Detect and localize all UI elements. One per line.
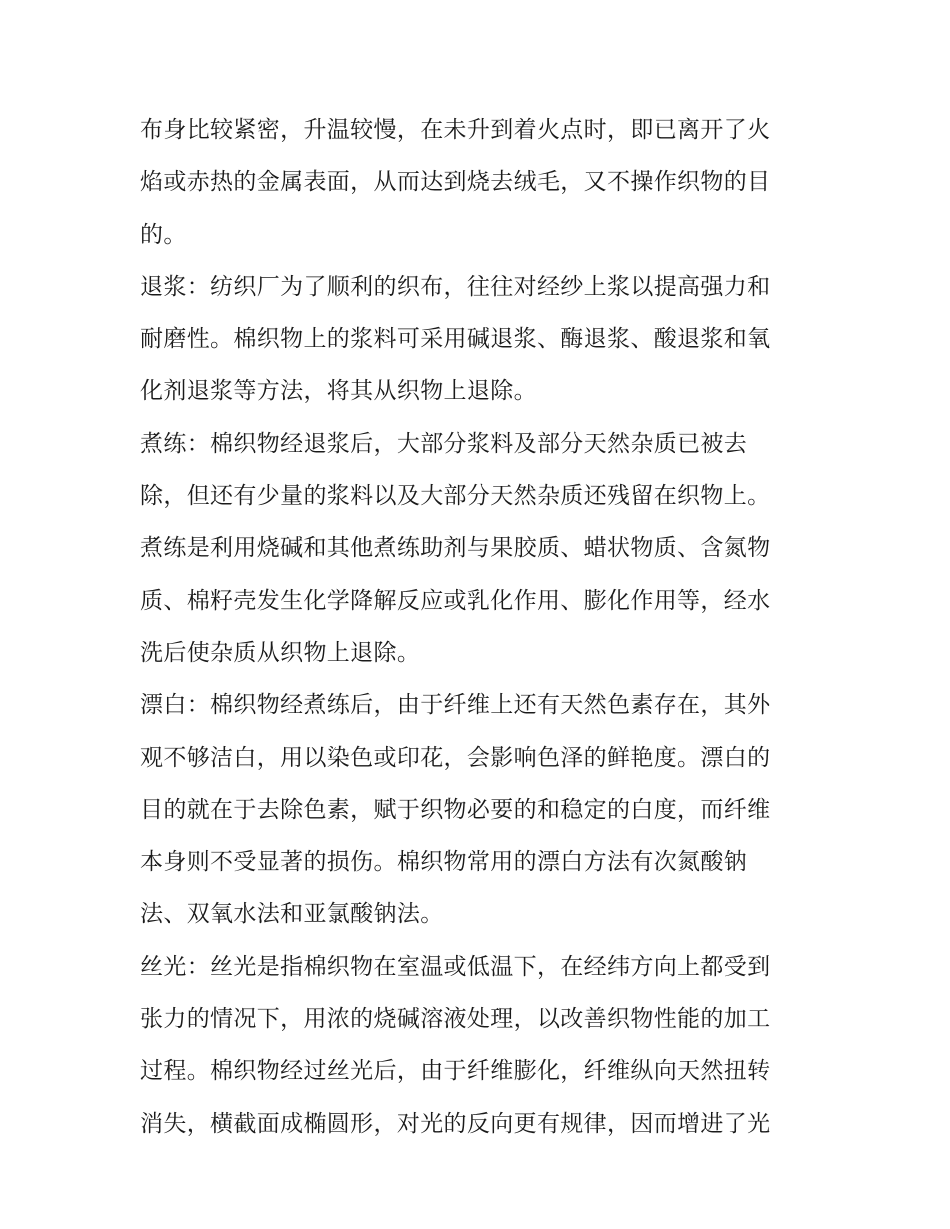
text-line: 丝光：丝光是指棉织物在室温或低温下，在经纬方向上都受到 (140, 953, 771, 980)
text-line: 煮练：棉织物经退浆后，大部分浆料及部分天然杂质已被去 (140, 430, 748, 457)
text-line: 张力的情况下，用浓的烧碱溶液处理，以改善织物性能的加工 (140, 1006, 771, 1033)
text-line: 洗后使杂质从织物上退除。 (140, 639, 421, 666)
text-line: 观不够洁白，用以染色或印花，会影响色泽的鲜艳度。漂白的 (140, 744, 771, 771)
text-line: 的。 (140, 221, 187, 248)
text-line: 耐磨性。棉织物上的浆料可采用碱退浆、酶退浆、酸退浆和氧 (140, 326, 771, 353)
text-line: 退浆：纺织厂为了顺利的织布，往往对经纱上浆以提高强力和 (140, 273, 771, 300)
text-line: 法、双氧水法和亚氯酸钠法。 (140, 901, 444, 928)
text-line: 煮练是利用烧碱和其他煮练助剂与果胶质、蜡状物质、含氮物 (140, 535, 771, 562)
text-line: 质、棉籽壳发生化学降解反应或乳化作用、膨化作用等，经水 (140, 587, 771, 614)
text-line: 过程。棉织物经过丝光后，由于纤维膨化，纤维纵向天然扭转 (140, 1058, 771, 1085)
text-line: 化剂退浆等方法，将其从织物上退除。 (140, 378, 537, 405)
text-line: 漂白：棉织物经煮练后，由于纤维上还有天然色素存在，其外 (140, 692, 771, 719)
text-line: 布身比较紧密，升温较慢，在未升到着火点时，即已离开了火 (140, 117, 771, 143)
text-line: 本身则不受显著的损伤。棉织物常用的漂白方法有次氮酸钠 (140, 849, 748, 876)
text-line: 消失，横截面成椭圆形，对光的反向更有规律，因而增进了光 (140, 1110, 771, 1137)
body-text (140, 104, 815, 1150)
text-line: 目的就在于去除色素，赋于织物必要的和稳定的白度，而纤维 (140, 796, 771, 823)
text-line: 焰或赤热的金属表面，从而达到烧去绒毛，又不操作织物的目 (140, 169, 771, 196)
text-line: 除，但还有少量的浆料以及大部分天然杂质还残留在织物上。 (140, 483, 771, 510)
